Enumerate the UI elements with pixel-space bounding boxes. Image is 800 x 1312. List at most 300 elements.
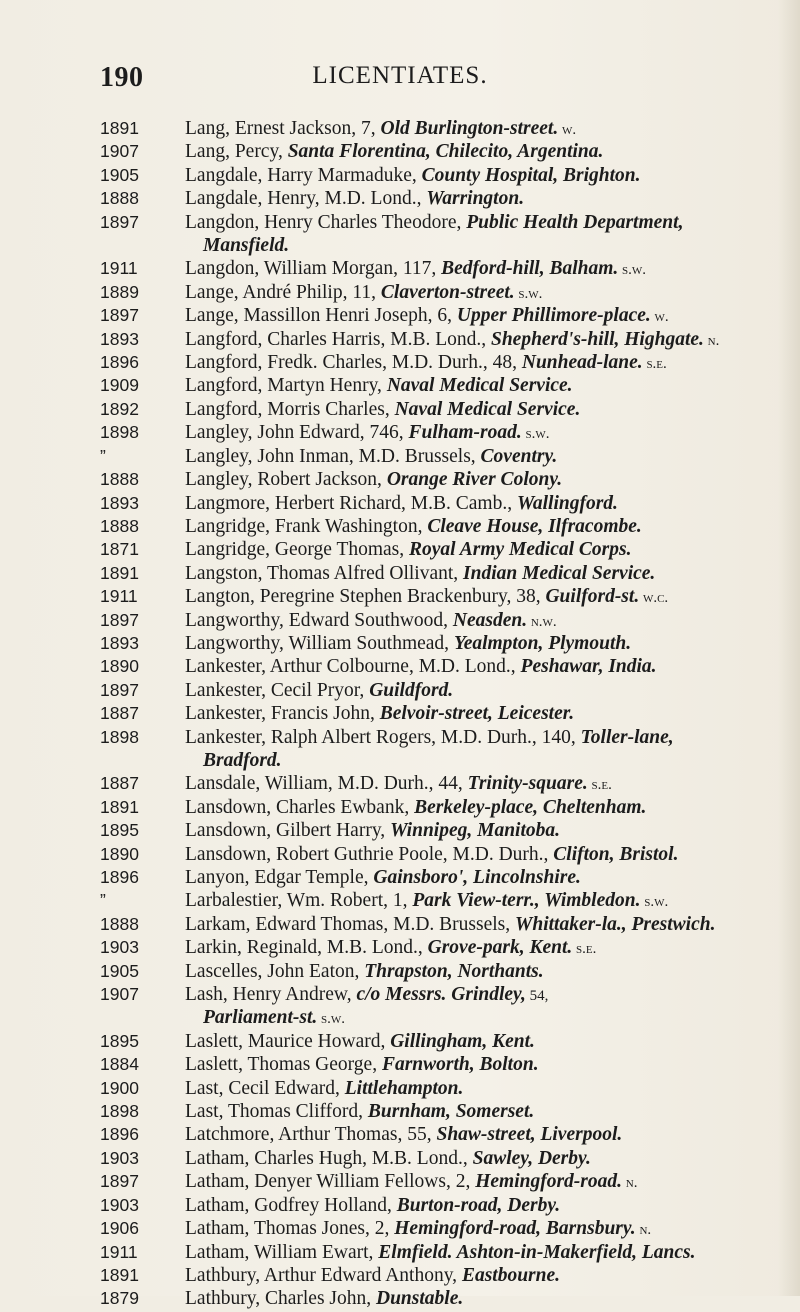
entry-line xyxy=(185,1288,463,1311)
entry-year: 1895 xyxy=(100,1030,139,1051)
entry-address: Coventry. xyxy=(480,445,558,467)
entry-line xyxy=(185,586,668,609)
entry-name: Laslett, Thomas George, xyxy=(185,1054,382,1076)
entry-body xyxy=(185,1218,651,1241)
entry-address: Grove-park, Kent. xyxy=(427,937,573,959)
entry-line xyxy=(185,165,641,188)
entry-body xyxy=(185,1124,622,1147)
entry-address: Bradford. xyxy=(203,749,282,771)
entry-address: Whittaker-la., Prestwich. xyxy=(515,913,716,935)
entry-district: s.w. xyxy=(514,285,543,302)
entry-body xyxy=(185,352,667,375)
entry-address: Santa Florentina, Chilecito, Argentina. xyxy=(287,141,604,163)
entry-line xyxy=(185,1078,463,1101)
entry-address: Peshawar, India. xyxy=(520,656,657,678)
entry-list xyxy=(100,118,800,1312)
entry-district: n. xyxy=(703,332,720,349)
entry-body xyxy=(185,680,453,703)
entry-name: Lang, Percy, xyxy=(185,141,288,163)
entry-address: Farnworth, Bolton. xyxy=(381,1054,539,1076)
entry-address: Clifton, Bristol. xyxy=(553,843,679,865)
entry-name: Lankester, Ralph Albert Rogers, M.D. Durh., 140, xyxy=(185,726,581,748)
list-entry xyxy=(100,680,800,703)
entry-year: 1898 xyxy=(100,1101,139,1122)
entry-line xyxy=(185,961,544,984)
entry-address: Royal Army Medical Corps. xyxy=(409,539,632,561)
entry-line xyxy=(185,890,668,913)
entry-line xyxy=(185,212,683,235)
entry-body xyxy=(185,1148,591,1171)
entry-year: 1884 xyxy=(100,1054,139,1075)
entry-line xyxy=(185,1242,696,1265)
entry-year: 1895 xyxy=(100,820,139,841)
entry-address: Winnipeg, Manitoba. xyxy=(390,820,561,842)
entry-line xyxy=(185,680,453,703)
entry-district: s.e. xyxy=(572,941,597,958)
list-entry xyxy=(100,961,800,984)
list-entry xyxy=(100,1101,800,1124)
entry-address: Parliament-st. xyxy=(203,1007,318,1029)
entry-name: Langston, Thomas Alfred Ollivant, xyxy=(185,562,464,584)
entry-body xyxy=(185,282,542,305)
entry-year: 1888 xyxy=(100,515,139,536)
entry-line xyxy=(185,727,674,750)
entry-year: 1888 xyxy=(100,188,139,209)
entry-name: Latchmore, Arthur Thomas, 55, xyxy=(185,1124,437,1146)
list-entry xyxy=(100,212,800,259)
entry-line xyxy=(185,188,524,211)
entry-year: 1888 xyxy=(100,469,139,490)
entry-line xyxy=(185,1265,560,1288)
entry-address: Littlehampton. xyxy=(344,1077,464,1099)
entry-year: 1871 xyxy=(100,539,139,560)
entry-line xyxy=(185,1101,534,1124)
list-entry xyxy=(100,1054,800,1077)
entry-name: Larkam, Edward Thomas, M.D. Brussels, xyxy=(185,913,516,935)
entry-name: Langdale, Henry, M.D. Lond., xyxy=(185,188,427,210)
entry-year: 1889 xyxy=(100,281,139,302)
list-entry xyxy=(100,516,800,539)
entry-line xyxy=(185,516,642,539)
entry-line xyxy=(185,329,719,352)
entry-district: s.w. xyxy=(521,426,550,443)
entry-year: 1907 xyxy=(100,984,139,1005)
entry-year: 1905 xyxy=(100,960,139,981)
list-entry xyxy=(100,1031,800,1054)
entry-district: w. xyxy=(650,309,669,326)
list-entry xyxy=(100,1078,800,1101)
entry-body xyxy=(185,1101,534,1124)
entry-line xyxy=(185,914,715,937)
entry-address: Eastbourne. xyxy=(461,1264,561,1286)
entry-body xyxy=(185,797,646,820)
entry-name: Lange, André Philip, 11, xyxy=(185,281,381,303)
entry-line xyxy=(185,375,573,398)
entry-year: 1887 xyxy=(100,703,139,724)
running-head: LICENTIATES. xyxy=(312,62,488,89)
entry-address: Cleave House, Ilfracombe. xyxy=(427,515,642,537)
entry-line xyxy=(185,1218,651,1241)
entry-body xyxy=(185,539,631,562)
entry-address: Yealmpton, Plymouth. xyxy=(453,632,632,654)
entry-year: 1893 xyxy=(100,632,139,653)
entry-year: 1891 xyxy=(100,1264,139,1285)
entry-continuation-line xyxy=(185,235,683,258)
list-entry xyxy=(100,820,800,843)
page-number: 190 xyxy=(100,62,144,93)
entry-address: Hemingford-road, Barnsbury. xyxy=(394,1218,636,1240)
entry-address: Burnham, Somerset. xyxy=(367,1101,535,1123)
entry-line xyxy=(185,1031,535,1054)
entry-line xyxy=(185,493,618,516)
entry-body xyxy=(185,937,596,960)
entry-district: n. xyxy=(635,1222,652,1239)
entry-district: s.e. xyxy=(587,777,612,794)
entry-body xyxy=(185,984,548,1031)
entry-body xyxy=(185,1195,560,1218)
entry-body xyxy=(185,1054,539,1077)
entry-year: 1898 xyxy=(100,726,139,747)
entry-district: n.w. xyxy=(527,613,557,630)
list-entry xyxy=(100,1218,800,1241)
list-entry xyxy=(100,305,800,328)
entry-name: Langdale, Harry Marmaduke, xyxy=(185,164,422,186)
list-entry xyxy=(100,890,800,913)
entry-address: Nunhead-lane. xyxy=(521,352,643,374)
entry-line xyxy=(185,1148,591,1171)
entry-year: 1911 xyxy=(100,258,138,279)
entry-line xyxy=(185,141,603,164)
entry-name: Langton, Peregrine Stephen Brackenbury, 38, xyxy=(185,586,546,608)
entry-year: 1897 xyxy=(100,679,139,700)
entry-year: 1887 xyxy=(100,773,139,794)
entry-body xyxy=(185,656,657,679)
entry-body xyxy=(185,258,646,281)
entry-body xyxy=(185,633,631,656)
list-entry xyxy=(100,1242,800,1265)
entry-body xyxy=(185,446,557,469)
list-entry xyxy=(100,703,800,726)
entry-body xyxy=(185,563,655,586)
list-entry xyxy=(100,539,800,562)
list-entry xyxy=(100,1288,800,1311)
entry-district: s.w. xyxy=(317,1011,346,1028)
entry-address: Belvoir-street, Leicester. xyxy=(379,703,575,725)
entry-body xyxy=(185,914,715,937)
entry-year: 1890 xyxy=(100,843,139,864)
entry-name: Lathbury, Arthur Edward Anthony, xyxy=(185,1264,462,1286)
entry-year: 1906 xyxy=(100,1218,139,1239)
entry-year: 1891 xyxy=(100,118,139,138)
entry-body xyxy=(185,1288,463,1311)
list-entry xyxy=(100,188,800,211)
entry-address: Wallingford. xyxy=(516,492,618,514)
entry-line xyxy=(185,1171,637,1194)
list-entry xyxy=(100,282,800,305)
entry-year: 1891 xyxy=(100,562,139,583)
entry-address: Guildford. xyxy=(369,679,454,701)
entry-body xyxy=(185,1031,535,1054)
list-entry xyxy=(100,1195,800,1218)
page-edge-shadow xyxy=(778,0,800,1296)
entry-name: Lathbury, Charles John, xyxy=(185,1288,376,1310)
list-entry xyxy=(100,446,800,469)
entry-name: Langworthy, Edward Southwood, xyxy=(185,609,453,631)
entry-address: Neasden. xyxy=(452,609,528,631)
list-entry xyxy=(100,586,800,609)
entry-line xyxy=(185,1054,539,1077)
entry-name: Langdon, William Morgan, 117, xyxy=(185,258,442,280)
entry-address: Fulham-road. xyxy=(408,422,522,444)
entry-year: 1892 xyxy=(100,398,139,419)
entry-name: Lansdown, Charles Ewbank, xyxy=(185,796,415,818)
entry-address: Sawley, Derby. xyxy=(472,1147,591,1169)
entry-name: Lascelles, John Eaton, xyxy=(185,960,365,982)
entry-year: 1900 xyxy=(100,1077,139,1098)
entry-address: Bedford-hill, Balham. xyxy=(441,258,619,280)
entry-line xyxy=(185,305,669,328)
entry-body xyxy=(185,118,576,141)
entry-name: Langridge, Frank Washington, xyxy=(185,515,428,537)
entry-body xyxy=(185,727,674,774)
entry-year: 1879 xyxy=(100,1288,139,1309)
entry-line xyxy=(185,656,657,679)
entry-year: 1903 xyxy=(100,1147,139,1168)
entry-body xyxy=(185,469,562,492)
entry-address: Orange River Colony. xyxy=(386,469,563,491)
list-entry xyxy=(100,329,800,352)
entry-name: Langley, Robert Jackson, xyxy=(185,469,387,491)
list-entry xyxy=(100,914,800,937)
entry-line xyxy=(185,867,581,890)
entry-year: 1897 xyxy=(100,609,139,630)
entry-address: Gillingham, Kent. xyxy=(390,1030,535,1052)
entry-address: Naval Medical Service. xyxy=(386,375,573,397)
list-entry xyxy=(100,656,800,679)
entry-name: Lash, Henry Andrew, xyxy=(185,984,357,1006)
entry-body xyxy=(185,773,612,796)
entry-name: Last, Cecil Edward, xyxy=(185,1077,345,1099)
entry-address: Berkeley-place, Cheltenham. xyxy=(414,796,647,818)
list-entry xyxy=(100,375,800,398)
entry-line xyxy=(185,539,631,562)
entry-name: Laslett, Maurice Howard, xyxy=(185,1030,391,1052)
entry-continuation-line xyxy=(185,750,674,773)
entry-line xyxy=(185,399,580,422)
entry-address: County Hospital, Brighton. xyxy=(421,164,641,186)
entry-body xyxy=(185,961,544,984)
entry-body xyxy=(185,586,668,609)
entry-body xyxy=(185,1242,696,1265)
entry-body xyxy=(185,422,549,445)
entry-year: 1898 xyxy=(100,422,139,443)
list-entry xyxy=(100,165,800,188)
entry-address: Public Health Department, xyxy=(466,211,684,233)
entry-name: Lansdown, Robert Guthrie Poole, M.D. Durh., xyxy=(185,843,554,865)
entry-district: n. xyxy=(622,1175,638,1192)
entry-body xyxy=(185,399,580,422)
entry-name: Latham, William Ewart, xyxy=(185,1241,379,1263)
entry-address: Gainsboro', Lincolnshire. xyxy=(373,867,581,888)
entry-line xyxy=(185,1195,560,1218)
entry-line xyxy=(185,352,667,375)
entry-year: ” xyxy=(100,445,106,466)
list-entry xyxy=(100,797,800,820)
entry-year: 1896 xyxy=(100,352,139,373)
entry-district: s.e. xyxy=(642,356,667,373)
entry-name: Lange, Massillon Henri Joseph, 6, xyxy=(185,305,457,327)
list-entry xyxy=(100,1265,800,1288)
entry-body xyxy=(185,375,573,398)
list-entry xyxy=(100,984,800,1031)
entry-year: ” xyxy=(100,890,106,911)
list-entry xyxy=(100,469,800,492)
entry-line xyxy=(185,1124,622,1147)
entry-name: Lang, Ernest Jackson, 7, xyxy=(185,118,381,139)
list-entry xyxy=(100,937,800,960)
list-entry xyxy=(100,118,800,141)
entry-line xyxy=(185,422,549,445)
entry-year: 1897 xyxy=(100,305,139,326)
entry-name: Lansdown, Gilbert Harry, xyxy=(185,820,391,842)
entry-name: Larkin, Reginald, M.B. Lond., xyxy=(185,937,428,959)
list-entry xyxy=(100,727,800,774)
entry-name: Lankester, Francis John, xyxy=(185,703,380,725)
entry-address: Guilford-st. xyxy=(545,586,640,608)
list-entry xyxy=(100,1171,800,1194)
entry-address: Claverton-street. xyxy=(380,281,515,303)
entry-year: 1896 xyxy=(100,867,139,887)
entry-name: Lanyon, Edgar Temple, xyxy=(185,867,374,888)
entry-address: Hemingford-road. xyxy=(475,1171,623,1193)
entry-body xyxy=(185,305,669,328)
entry-name: Langdon, Henry Charles Theodore, xyxy=(185,211,467,233)
list-entry xyxy=(100,773,800,796)
entry-line xyxy=(185,820,560,843)
entry-address: Burton-road, Derby. xyxy=(396,1194,561,1216)
entry-body xyxy=(185,516,642,539)
entry-line xyxy=(185,984,548,1007)
entry-name: Langworthy, William Southmead, xyxy=(185,632,454,654)
entry-address: Naval Medical Service. xyxy=(394,398,581,420)
entry-line xyxy=(185,446,557,469)
entry-line xyxy=(185,563,655,586)
list-entry xyxy=(100,610,800,633)
entry-year: 1890 xyxy=(100,656,139,677)
entry-address: Elmfield. Ashton-in-Makerfield, Lancs. xyxy=(378,1241,696,1263)
entry-name: Langmore, Herbert Richard, M.B. Camb., xyxy=(185,492,517,514)
entry-body xyxy=(185,844,678,867)
entry-line xyxy=(185,633,631,656)
entry-year: 1911 xyxy=(100,1241,138,1262)
entry-name: Langridge, George Thomas, xyxy=(185,539,410,561)
entry-line xyxy=(185,282,542,305)
entry-year: 1893 xyxy=(100,492,139,513)
entry-year: 1897 xyxy=(100,1171,139,1192)
entry-body xyxy=(185,867,581,890)
entry-district: s.w. xyxy=(618,262,647,279)
entry-district: s.w. xyxy=(640,894,669,911)
entry-continuation-line xyxy=(185,1007,548,1030)
entry-address: Shaw-street, Liverpool. xyxy=(436,1124,623,1146)
list-entry xyxy=(100,352,800,375)
list-entry xyxy=(100,422,800,445)
entry-year: 1897 xyxy=(100,211,139,232)
entry-name: Langley, John Inman, M.D. Brussels, xyxy=(185,445,481,467)
entry-line xyxy=(185,773,612,796)
entry-year: 1891 xyxy=(100,796,139,817)
entry-name: Langford, Martyn Henry, xyxy=(185,375,387,397)
entry-body xyxy=(185,820,560,843)
entry-address: Park View-terr., Wimbledon. xyxy=(412,890,641,912)
entry-name: Lankester, Cecil Pryor, xyxy=(185,679,370,701)
entry-year: 1903 xyxy=(100,937,139,958)
entry-address: Trinity-square. xyxy=(467,773,588,795)
entry-body xyxy=(185,493,618,516)
entry-name: Larbalestier, Wm. Robert, 1, xyxy=(185,890,413,912)
entry-year: 1911 xyxy=(100,586,138,607)
list-entry xyxy=(100,1148,800,1171)
entry-district: w.c. xyxy=(639,590,669,607)
entry-body xyxy=(185,610,557,633)
entry-line xyxy=(185,703,574,726)
entry-name: Langford, Fredk. Charles, M.D. Durh., 48, xyxy=(185,352,522,374)
entry-name: Langford, Morris Charles, xyxy=(185,398,395,420)
entry-line xyxy=(185,797,646,820)
entry-name: Latham, Thomas Jones, 2, xyxy=(185,1218,395,1240)
entry-line xyxy=(185,118,576,141)
entry-address: Shepherd's-hill, Highgate. xyxy=(490,328,704,350)
list-entry xyxy=(100,399,800,422)
entry-address: Toller-lane, xyxy=(580,726,674,748)
list-entry xyxy=(100,1124,800,1147)
entry-body xyxy=(185,1078,463,1101)
list-entry xyxy=(100,844,800,867)
entry-year: 1893 xyxy=(100,328,139,349)
entry-name: Latham, Denyer William Fellows, 2, xyxy=(185,1171,476,1193)
entry-year: 1903 xyxy=(100,1194,139,1215)
entry-year: 1907 xyxy=(100,141,139,162)
list-entry xyxy=(100,867,800,890)
entry-address: Old Burlington-street. xyxy=(380,118,559,139)
entry-line xyxy=(185,610,557,633)
entry-body xyxy=(185,141,603,164)
entry-line xyxy=(185,469,562,492)
entry-body xyxy=(185,1171,637,1194)
entry-line xyxy=(185,258,646,281)
list-entry xyxy=(100,141,800,164)
entry-year: 1905 xyxy=(100,164,139,185)
entry-address: Dunstable. xyxy=(376,1288,464,1310)
entry-address: Upper Phillimore-place. xyxy=(456,305,651,327)
entry-body xyxy=(185,890,668,913)
entry-body xyxy=(185,212,683,259)
entry-name: Latham, Godfrey Holland, xyxy=(185,1194,397,1216)
entry-address: Thrapston, Northants. xyxy=(364,960,544,982)
list-entry xyxy=(100,633,800,656)
entry-name: Lansdale, William, M.D. Durh., 44, xyxy=(185,773,468,795)
list-entry xyxy=(100,258,800,281)
entry-name: Langford, Charles Harris, M.B. Lond., xyxy=(185,328,491,350)
entry-name: Lankester, Arthur Colbourne, M.D. Lond., xyxy=(185,656,521,678)
list-entry xyxy=(100,563,800,586)
entry-year: 1888 xyxy=(100,913,139,934)
entry-name: Last, Thomas Clifford, xyxy=(185,1101,368,1123)
entry-name: Langley, John Edward, 746, xyxy=(185,422,409,444)
entry-year: 1896 xyxy=(100,1124,139,1145)
entry-year: 1909 xyxy=(100,375,139,396)
entry-body xyxy=(185,703,574,726)
